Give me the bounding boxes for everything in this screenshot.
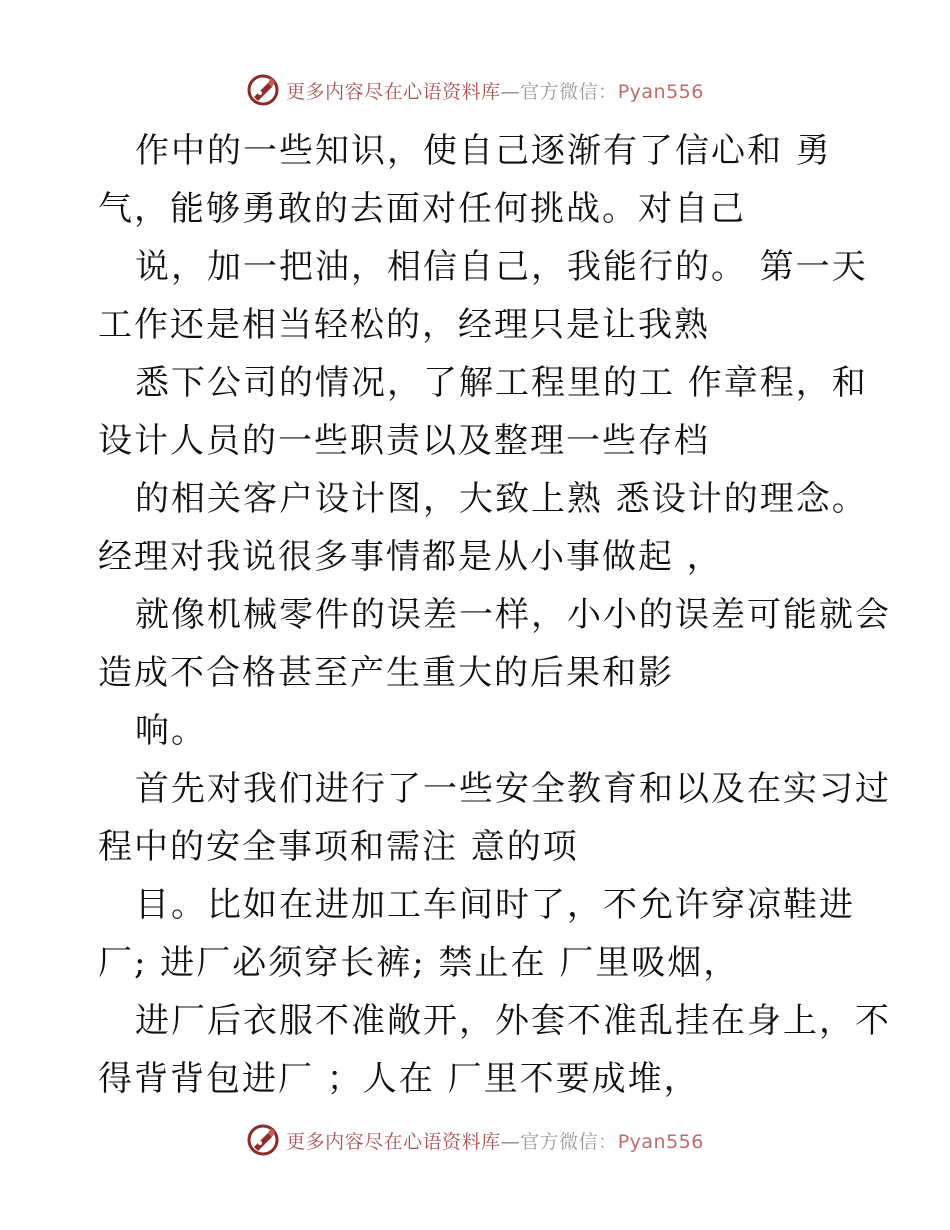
banner-text — [286, 77, 704, 104]
header-banner — [0, 70, 950, 110]
banner-separator: — — [500, 80, 521, 103]
banner-title: 更多内容尽在心语资料库 — [286, 80, 501, 103]
footer-banner — [0, 1120, 950, 1160]
banner-text — [286, 1127, 704, 1154]
text-line: 工作还是相当轻松的，经理只是让我熟 — [98, 305, 710, 345]
text-line: 气，能够勇敢的去面对任何挑战。对自己 — [98, 189, 746, 229]
text-line: 得背背包进厂 ；人在 厂里不要成堆， — [98, 1059, 700, 1099]
text-line: 设计人员的一些职责以及整理一些存档 — [98, 421, 710, 461]
text-line: 就像机械零件的误差一样，小小的误差可能就会 — [135, 595, 891, 635]
banner-channel: 官方微信： — [520, 1130, 618, 1153]
pen-nib-seal-icon — [246, 73, 280, 107]
text-line: 的相关客户设计图，大致上熟 悉设计的理念。 — [135, 479, 868, 519]
text-line: 造成不合格甚至产生重大的后果和影 — [98, 653, 674, 693]
text-line: 响。 — [135, 711, 207, 751]
text-line: 经理对我说很多事情都是从小事做起 ， — [98, 537, 723, 577]
text-line: 悉下公司的情况，了解工程里的工 作章程，和 — [135, 363, 868, 403]
banner-title: 更多内容尽在心语资料库 — [286, 1130, 501, 1153]
pen-nib-seal-icon — [246, 1123, 280, 1157]
text-line: 首先对我们进行了一些安全教育和以及在实习过 — [135, 769, 891, 809]
text-line: 进厂后衣服不准敞开，外套不准乱挂在身上，不 — [135, 1001, 891, 1041]
text-line: 程中的安全事项和需注 意的项 — [98, 827, 579, 867]
text-line: 目。比如在进加工车间时了，不允许穿凉鞋进 — [135, 885, 855, 925]
text-line: 说，加一把油，相信自己，我能行的。 第一天 — [135, 247, 868, 287]
text-line: 作中的一些知识，使自己逐渐有了信心和 勇 — [135, 131, 832, 171]
text-line: 厂; 进厂必须穿长裤; 禁止在 厂里吸烟， — [98, 943, 740, 983]
banner-separator: — — [500, 1130, 521, 1153]
banner-account: Pyan556 — [617, 1130, 704, 1153]
banner-account: Pyan556 — [617, 80, 704, 103]
banner-channel: 官方微信： — [520, 80, 618, 103]
